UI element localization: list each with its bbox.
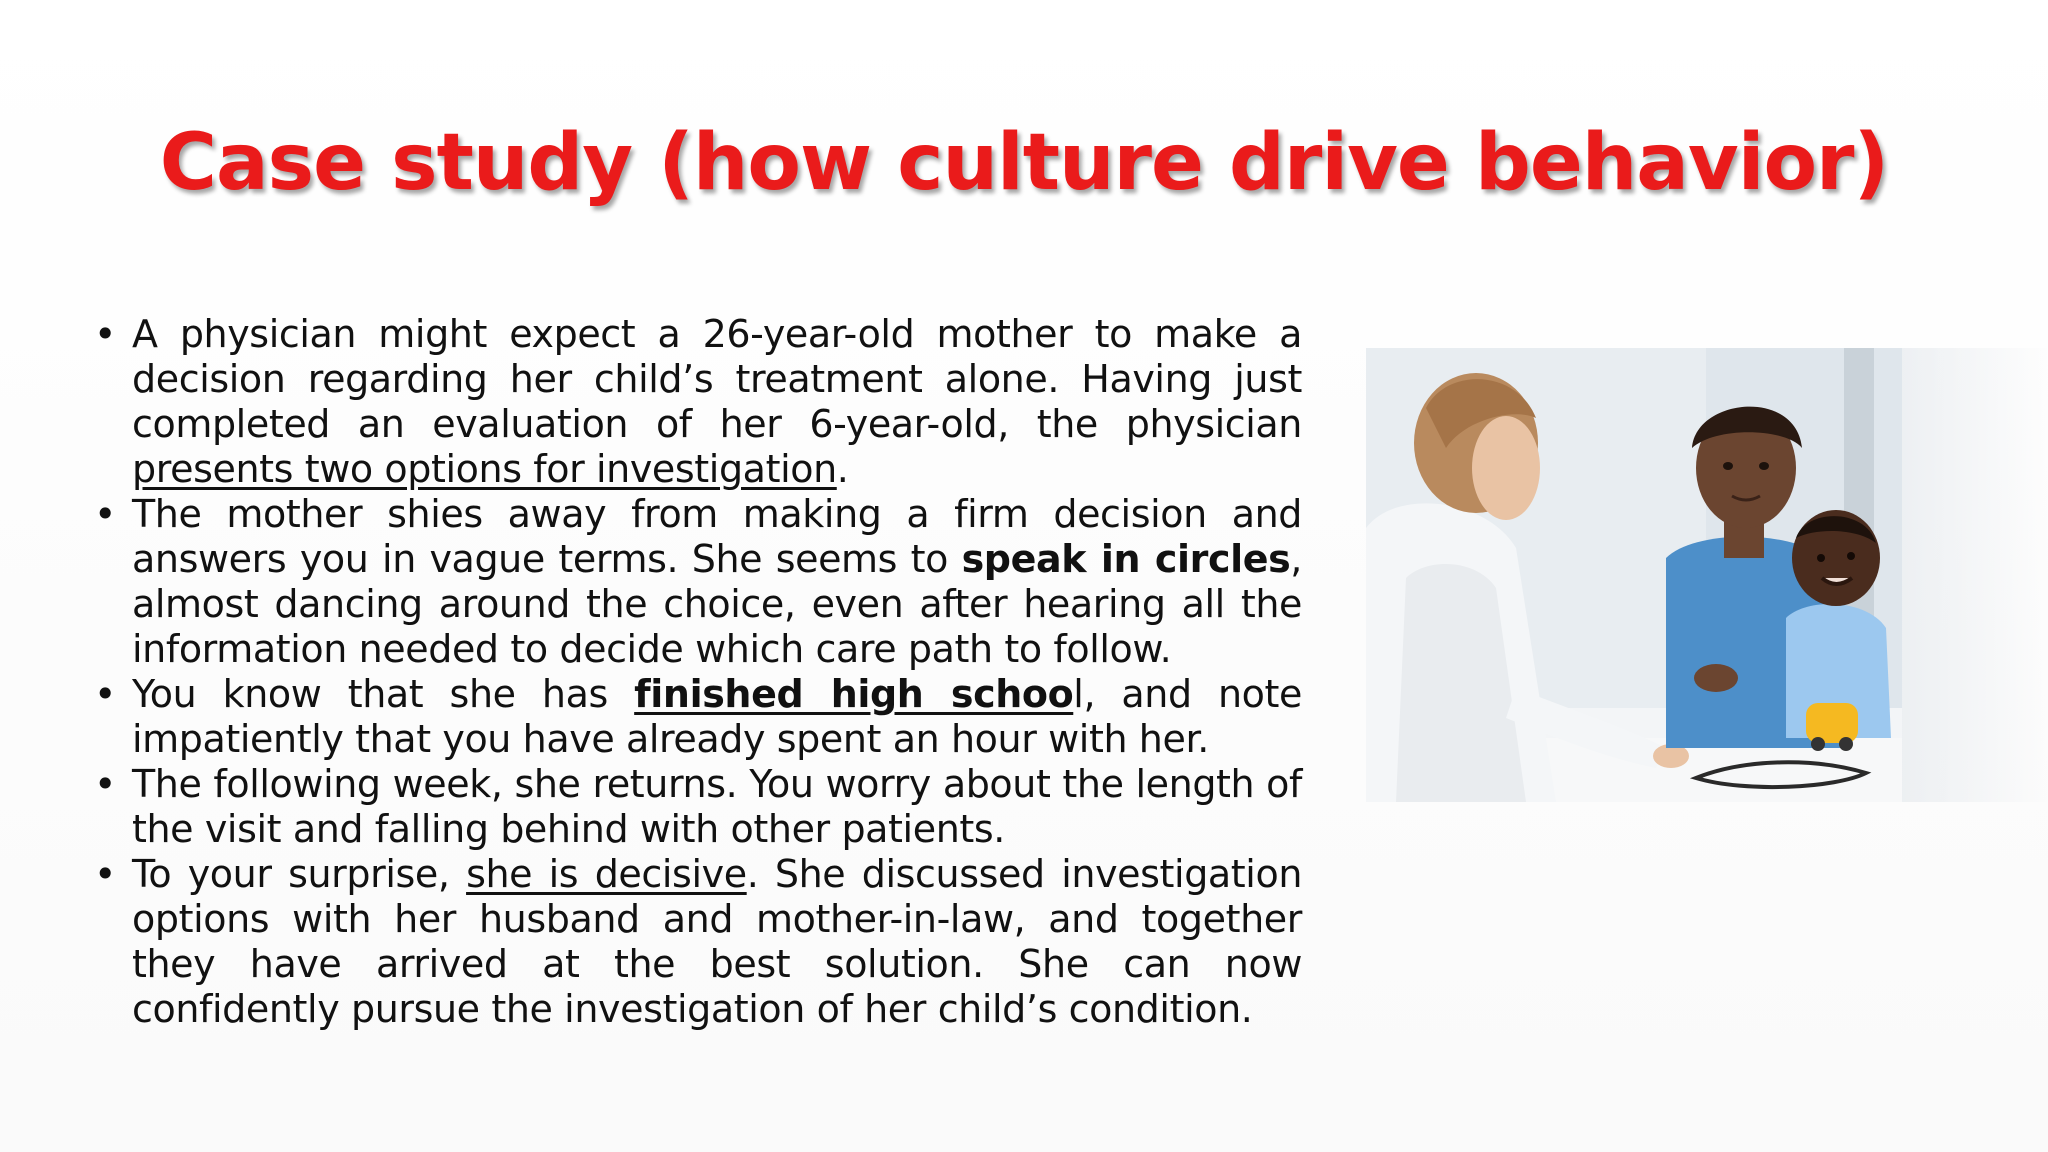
bullet-text: l, and note impatiently that you have already spent an hour with her.	[132, 672, 1303, 761]
bullet-item-4	[92, 762, 1302, 852]
bullet-text: The mother shies away from making a firm decision and answers you in vague terms. She seems to	[132, 492, 1302, 581]
bullet-icon: •	[94, 492, 117, 536]
bullet-icon: •	[94, 672, 117, 716]
bullet-text: , almost dancing around the choice, even after hearing all the information needed to decide which care path to follow.	[132, 537, 1302, 671]
underlined-phrase: presents two options for investigation	[132, 447, 837, 491]
photo-doctor-mother-child	[1366, 348, 1902, 802]
bullet-text: You know that she has	[132, 672, 635, 716]
bullet-icon: •	[94, 762, 117, 806]
bold-phrase: speak in circles	[961, 537, 1291, 581]
underlined-phrase: she is decisive	[466, 852, 747, 896]
image-edge-fade	[1902, 348, 2048, 802]
bullet-text: To your surprise,	[132, 852, 467, 896]
bullet-text: . She discussed investigation options with her husband and mother-in-law, and together they have arrived at the best solution. She can now confidently pursue the investigation of her child’s condition.	[132, 852, 1302, 1031]
bullet-text: A physician might expect a 26-year-old mother to make a decision regarding her child’s treatment alone. Having just completed an evaluation of her 6-year-old, the physician	[132, 312, 1302, 446]
slide-title: Case study (how culture drive behavior)	[159, 118, 1889, 208]
bullet-icon: •	[94, 312, 117, 356]
bullet-list	[92, 312, 1302, 1032]
bullet-item-5	[92, 852, 1302, 1032]
bullet-item-2	[92, 492, 1302, 672]
bullet-item-1	[92, 312, 1302, 492]
bullet-text: .	[836, 447, 849, 491]
bullet-icon: •	[94, 852, 117, 896]
bullet-item-3	[92, 672, 1302, 762]
bold-underlined-phrase: finished high schoo	[634, 672, 1074, 716]
bullet-text: The following week, she returns. You worry about the length of the visit and falling behind with other patients.	[132, 762, 1302, 851]
photo-illustration	[1366, 348, 1902, 802]
